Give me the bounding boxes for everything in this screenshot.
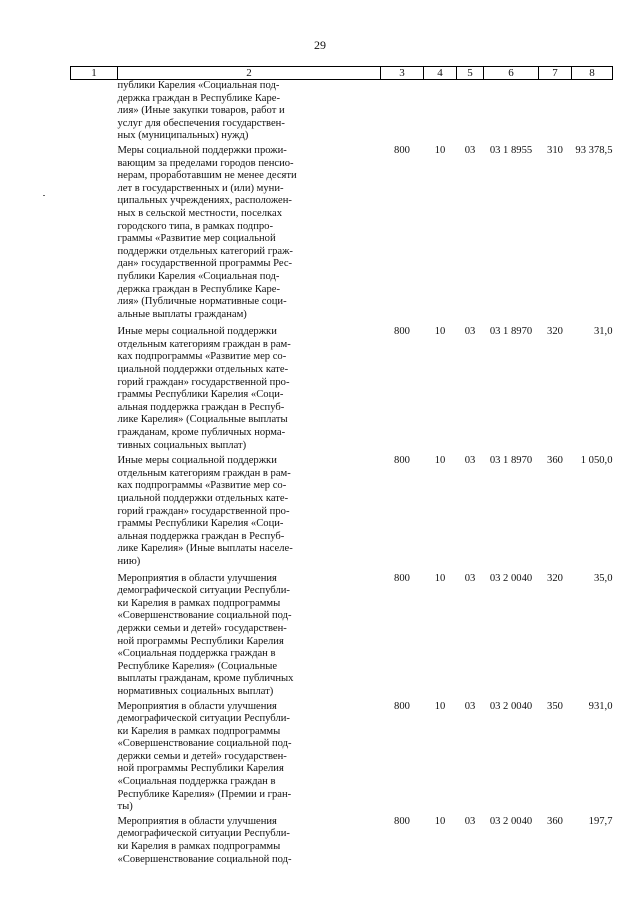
- expense-type-code: [381, 80, 424, 145]
- description-line: демографической ситуации Республи-: [117, 713, 290, 725]
- expense-kind-code: 350: [547, 700, 563, 712]
- column-header: 7: [539, 67, 572, 80]
- description-line: выплаты гражданам, кроме публичных: [117, 673, 294, 685]
- description-line: «Совершенствование социальной под-: [117, 853, 292, 865]
- table-row: [71, 701, 613, 816]
- row-description: [118, 455, 381, 572]
- expense-kind-code: 360: [547, 815, 563, 827]
- expense-type-code: 800: [394, 700, 410, 712]
- amount-value: 93 378,5: [575, 144, 613, 156]
- description-line: «Социальная поддержка граждан в: [117, 776, 276, 788]
- description-line: граммы «Развитие мер социальной: [117, 233, 276, 245]
- table-row: [71, 816, 613, 866]
- description-line: лет в государственных и (или) муни-: [117, 182, 284, 194]
- target-article-code: 03 2 0040: [489, 815, 533, 827]
- empty-cell: [71, 326, 118, 455]
- description-line: ках подпрограммы «Развитие мер со-: [117, 480, 287, 492]
- table-row: [71, 573, 613, 701]
- description-line: Республике Карелия» (Премии и гран-: [117, 788, 292, 800]
- description-line: дан» государственной программы Рес-: [117, 258, 293, 270]
- empty-cell: [71, 816, 118, 866]
- empty-cell: [71, 455, 118, 572]
- description-line: ки Карелия в рамках подпрограммы: [117, 597, 281, 609]
- section-code: [424, 80, 457, 145]
- target-article-code: 03 2 0040: [489, 700, 533, 712]
- description-line: держки семьи и детей» государствен-: [117, 750, 287, 762]
- row-description: [118, 80, 381, 145]
- description-line: альная поддержка граждан в Респуб-: [117, 530, 285, 542]
- description-line: ты): [117, 801, 133, 813]
- empty-cell: [71, 701, 118, 816]
- description-line: ной программы Республики Карелия: [117, 763, 284, 775]
- section-code: 10: [434, 455, 446, 467]
- subsection-code: 03: [464, 144, 476, 156]
- description-line: лия» (Иные закупки товаров, работ и: [117, 105, 285, 117]
- description-line: лия» (Публичные нормативные соци-: [117, 296, 287, 308]
- description-line: публики Карелия «Социальная под-: [117, 270, 280, 282]
- amount-value: 197,7: [588, 815, 613, 827]
- description-line: держка граждан в Республике Каре-: [117, 283, 280, 295]
- description-line: ной программы Республики Карелия: [117, 635, 284, 647]
- description-line: поддержки отдельных категорий граж-: [117, 245, 293, 257]
- section-code: 10: [434, 572, 446, 584]
- column-header: 5: [457, 67, 484, 80]
- subsection-code: [457, 80, 484, 145]
- section-code: 10: [434, 144, 446, 156]
- amount-value: 35,0: [593, 572, 613, 584]
- expense-type-code: 800: [394, 144, 410, 156]
- description-line: Мероприятия в области улучшения: [117, 815, 277, 827]
- expense-type-code: 800: [394, 326, 410, 338]
- description-line: гражданам, кроме публичных норма-: [117, 427, 286, 439]
- expense-kind-code: 320: [547, 326, 563, 338]
- column-number-header: [71, 67, 613, 80]
- table-row: [71, 455, 613, 572]
- description-line: нию): [117, 555, 141, 567]
- scan-speck: [43, 195, 45, 196]
- description-line: демографической ситуации Республи-: [117, 585, 290, 597]
- description-line: Мероприятия в области улучшения: [117, 572, 277, 584]
- description-line: нормативных социальных выплат): [117, 685, 274, 697]
- row-description: [118, 326, 381, 455]
- description-line: отдельным категориям граждан в рам-: [117, 338, 291, 350]
- row-description: [118, 573, 381, 701]
- description-line: держки семьи и детей» государствен-: [117, 622, 287, 634]
- description-line: лике Карелия» (Социальные выплаты: [117, 414, 288, 426]
- target-article-code: 03 1 8955: [489, 144, 533, 156]
- description-line: Меры социальной поддержки прожи-: [117, 144, 287, 156]
- description-line: циальной поддержки отдельных кате-: [117, 364, 289, 376]
- description-line: «Совершенствование социальной под-: [117, 738, 292, 750]
- target-article-code: [484, 80, 539, 145]
- row-description: [118, 701, 381, 816]
- row-description: [118, 145, 381, 326]
- description-line: держка граждан в Республике Каре-: [117, 92, 280, 104]
- description-line: граммы Республики Карелия «Соци-: [117, 389, 284, 401]
- description-line: альные выплаты гражданам): [117, 308, 247, 320]
- empty-cell: [71, 145, 118, 326]
- description-line: ках подпрограммы «Развитие мер со-: [117, 351, 287, 363]
- description-line: отдельным категориям граждан в рам-: [117, 467, 291, 479]
- column-header: 8: [572, 67, 613, 80]
- description-line: Республике Карелия» (Социальные: [117, 660, 278, 672]
- column-header: 2: [118, 67, 381, 80]
- expense-kind-code: 320: [547, 572, 563, 584]
- table-row: [71, 326, 613, 455]
- empty-cell: [71, 573, 118, 701]
- section-code: 10: [434, 815, 446, 827]
- description-line: Мероприятия в области улучшения: [117, 700, 277, 712]
- description-line: вающим за пределами городов пенсио-: [117, 157, 294, 169]
- subsection-code: 03: [464, 815, 476, 827]
- description-line: ки Карелия в рамках подпрограммы: [117, 725, 281, 737]
- description-line: тивных социальных выплат): [117, 439, 247, 451]
- expense-kind-code: 360: [547, 455, 563, 467]
- description-line: ных в сельской местности, поселках: [117, 207, 283, 219]
- description-line: Иные меры социальной поддержки: [117, 455, 277, 467]
- budget-table-grid: [70, 66, 613, 866]
- empty-cell: [71, 80, 118, 145]
- table-row: [71, 80, 613, 145]
- row-description: [118, 816, 381, 866]
- budget-table: [70, 66, 612, 866]
- subsection-code: 03: [464, 326, 476, 338]
- expense-kind-code: [539, 80, 572, 145]
- target-article-code: 03 1 8970: [489, 326, 533, 338]
- description-line: ципальных учреждениях, расположен-: [117, 195, 292, 207]
- description-line: циальной поддержки отдельных кате-: [117, 493, 289, 504]
- description-line: городского типа, в рамках подпро-: [117, 220, 273, 232]
- description-line: демографической ситуации Республи-: [117, 828, 290, 840]
- description-line: публики Карелия «Социальная под-: [117, 80, 280, 91]
- column-header: 6: [484, 67, 539, 80]
- page-number: 29: [314, 38, 326, 52]
- amount-value: [572, 80, 613, 145]
- description-line: ных (муниципальных) нужд): [117, 130, 249, 142]
- subsection-code: 03: [464, 700, 476, 712]
- description-line: «Социальная поддержка граждан в: [117, 648, 276, 660]
- column-header: 4: [424, 67, 457, 80]
- section-code: 10: [434, 326, 446, 338]
- description-line: ки Карелия в рамках подпрограммы: [117, 841, 281, 853]
- amount-value: 1 050,0: [580, 455, 613, 467]
- column-header: 3: [381, 67, 424, 80]
- expense-type-code: 800: [394, 815, 410, 827]
- subsection-code: 03: [464, 455, 476, 467]
- description-line: Иные меры социальной поддержки: [117, 326, 277, 338]
- subsection-code: 03: [464, 572, 476, 584]
- expense-kind-code: 310: [547, 144, 563, 156]
- description-line: горий граждан» государственной про-: [117, 376, 290, 388]
- section-code: 10: [434, 700, 446, 712]
- description-line: нерам, проработавшим не менее десяти: [117, 170, 297, 182]
- description-line: альная поддержка граждан в Респуб-: [117, 401, 285, 413]
- expense-type-code: 800: [394, 572, 410, 584]
- description-line: граммы Республики Карелия «Соци-: [117, 518, 284, 530]
- amount-value: 31,0: [593, 326, 613, 338]
- target-article-code: 03 2 0040: [489, 572, 533, 584]
- amount-value: 931,0: [588, 700, 613, 712]
- description-line: горий граждан» государственной про-: [117, 505, 290, 517]
- column-header: 1: [71, 67, 118, 80]
- description-line: лике Карелия» (Иные выплаты населе-: [117, 543, 293, 555]
- description-line: услуг для обеспечения государствен-: [117, 117, 285, 129]
- target-article-code: 03 1 8970: [489, 455, 533, 467]
- expense-type-code: 800: [394, 455, 410, 467]
- table-row: [71, 145, 613, 326]
- description-line: «Совершенствование социальной под-: [117, 610, 292, 622]
